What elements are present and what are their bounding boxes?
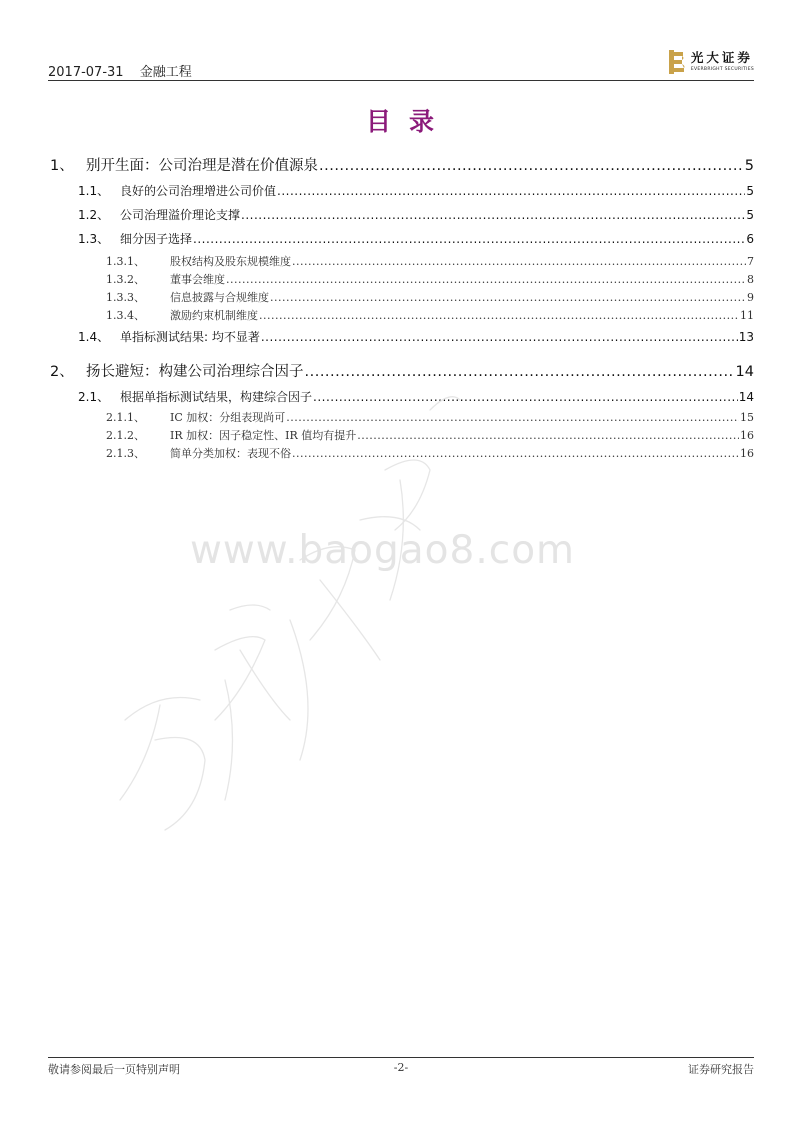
footer-report-type: 证券研究报告 — [688, 1063, 754, 1076]
toc-entry-page: 9 — [747, 291, 754, 304]
toc-entry-page: 6 — [746, 232, 754, 246]
report-category: 金融工程 — [139, 65, 192, 80]
toc-entry-number: 1.2、 — [78, 208, 110, 222]
toc-entry-page: 5 — [744, 158, 754, 174]
toc-entry-number: 1.4、 — [78, 330, 110, 344]
toc-entry-number: 2.1、 — [78, 390, 110, 404]
toc-entry-title: IR 加权：因子稳定性、IR 值均有提升 — [170, 429, 357, 442]
toc-entry-number: 1.1、 — [78, 184, 110, 198]
footer-divider — [48, 1057, 754, 1058]
toc-entry-title: 细分因子选择 — [120, 232, 193, 246]
toc-entry-number: 1.3、 — [78, 232, 110, 246]
toc-entry-title: 信息披露与合规维度 — [170, 291, 269, 304]
toc-entry-page: 16 — [740, 429, 754, 442]
toc-entry-page: 5 — [746, 208, 754, 222]
toc-entry-number: 2.1.2、 — [106, 429, 145, 442]
toc-entry-number: 1.3.3、 — [106, 291, 145, 304]
toc-entry-number: 2.1.3、 — [106, 447, 145, 460]
toc-entry-title: 别开生面：公司治理是潜在价值源泉 — [86, 158, 318, 174]
footer-disclaimer: 敬请参阅最后一页特别声明 — [48, 1063, 180, 1076]
logo-text-cn: 光大证券 — [690, 50, 753, 65]
report-date: 2017-07-31 — [48, 65, 124, 80]
toc-entry-title: 股权结构及股东规模维度 — [170, 255, 291, 268]
toc-entry-page: 13 — [738, 330, 754, 344]
toc-entry-title: IC 加权：分组表现尚可 — [170, 411, 286, 424]
toc-entry-number: 2、 — [50, 364, 74, 380]
page-number: -2- — [393, 1061, 409, 1074]
toc-entry-number: 1.3.1、 — [106, 255, 145, 268]
toc-entry-page: 8 — [747, 273, 754, 286]
toc-entry-page: 14 — [735, 364, 754, 380]
toc-entry-title: 董事会维度 — [170, 273, 225, 286]
toc-entry-page: 5 — [746, 184, 754, 198]
toc-title: 目录 — [365, 107, 452, 136]
watermark-text: www.baogao8.com — [190, 528, 576, 573]
toc-entry-title: 根据单指标测试结果，构建综合因子 — [120, 390, 313, 404]
toc-entry-title: 良好的公司治理增进公司价值 — [120, 184, 277, 198]
toc-entry-number: 2.1.1、 — [106, 411, 145, 424]
logo-text-en: EVERBRIGHT SECURITIES — [690, 66, 754, 72]
toc-entry-number: 1.3.2、 — [106, 273, 145, 286]
toc-entry-page: 15 — [740, 411, 754, 424]
toc-entry-number: 1.3.4、 — [106, 309, 145, 322]
toc-entry-page: 7 — [747, 255, 754, 268]
toc-entry-title: 公司治理溢价理论支撑 — [120, 208, 241, 222]
toc-entry-page: 16 — [740, 447, 754, 460]
toc-entry-title: 激励约束机制维度 — [170, 309, 258, 322]
toc-entry-title: 扬长避短：构建公司治理综合因子 — [86, 364, 304, 380]
toc-entry-page: 11 — [740, 309, 754, 322]
toc-entry-page: 14 — [738, 390, 754, 404]
toc-entry-number: 1、 — [50, 158, 74, 174]
toc-entry-title: 简单分类加权：表现不俗 — [170, 447, 291, 460]
toc-entry-title: 单指标测试结果: 均不显著 — [120, 330, 260, 344]
